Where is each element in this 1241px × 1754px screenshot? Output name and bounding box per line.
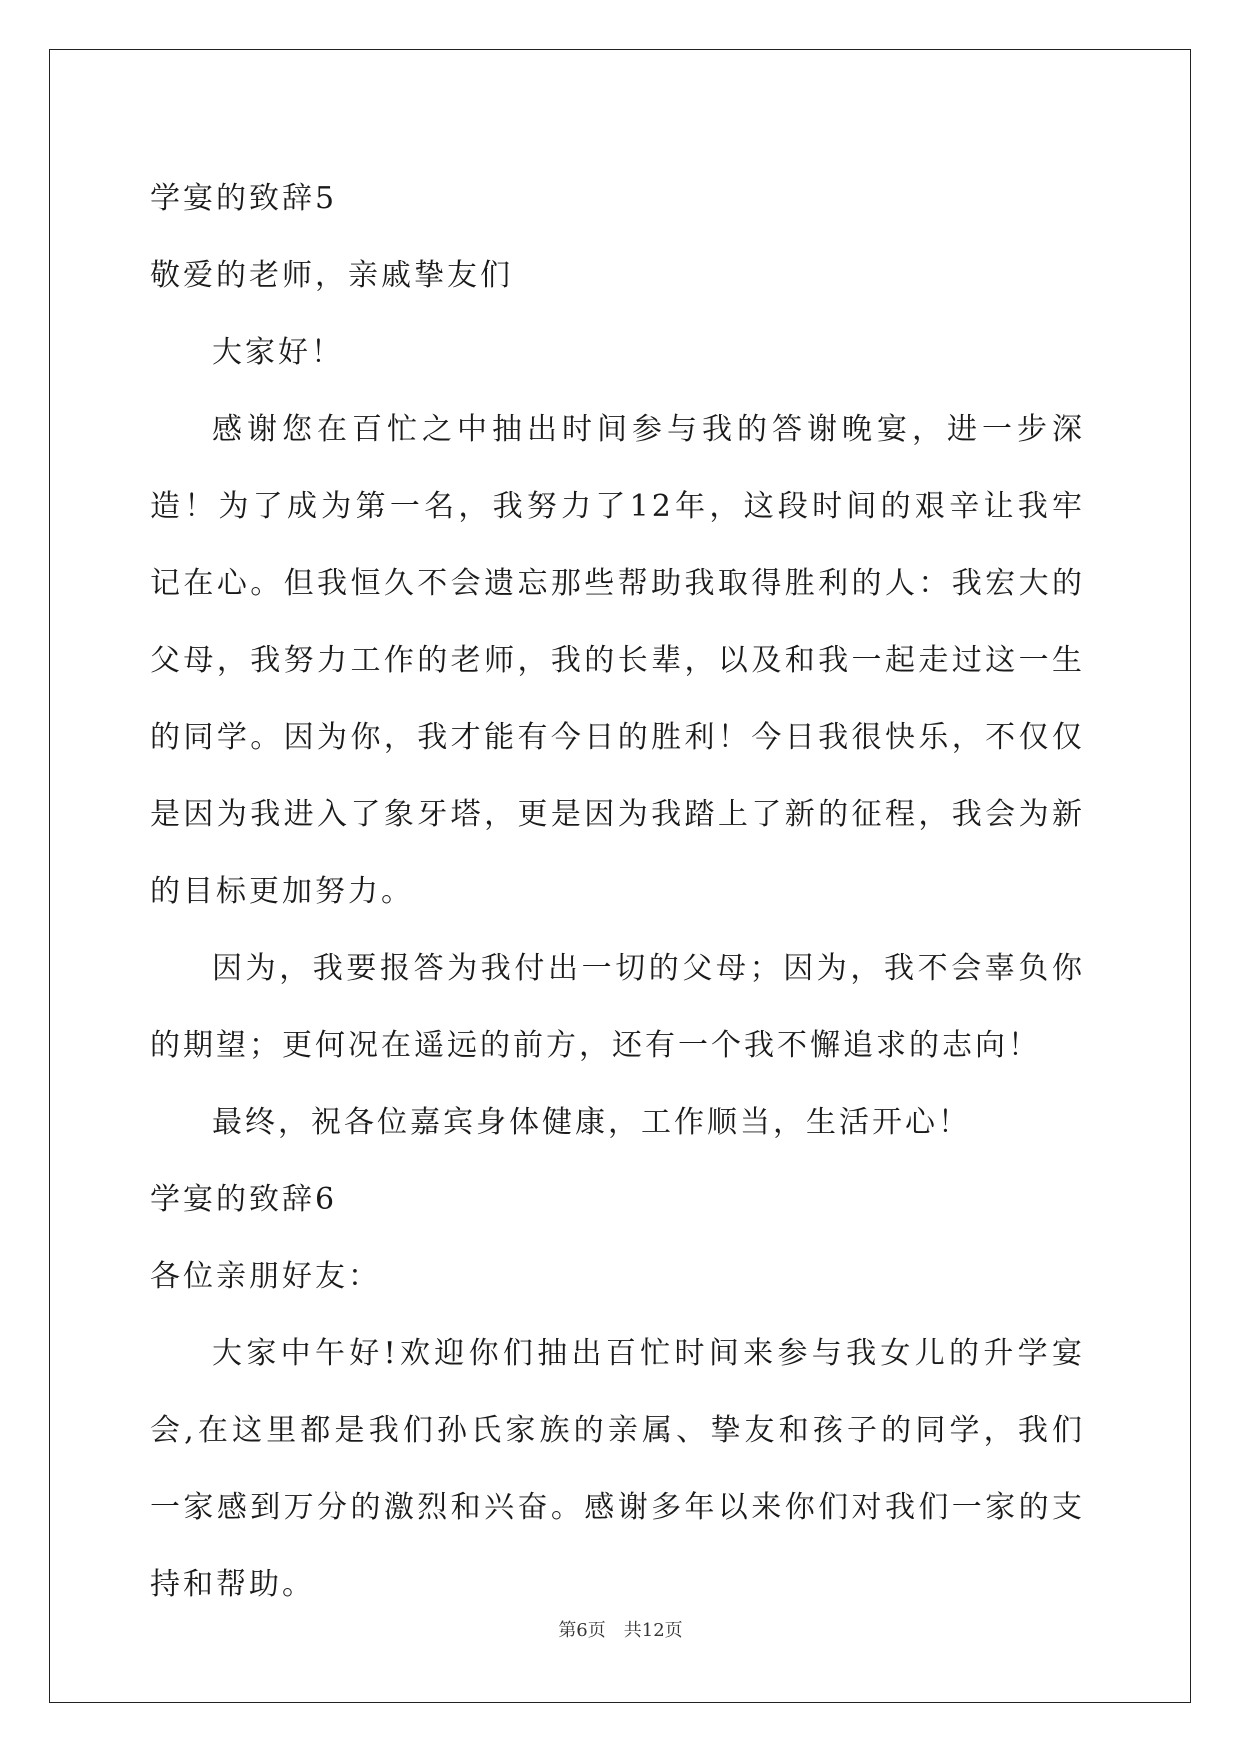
heading-speech-5: 学宴的致辞5 <box>150 181 338 216</box>
welcome-paragraph: 大家中午好!欢迎你们抽出百忙时间来参与我女儿的升学宴会,在这里都是我们孙氏家族的亲属、挚友和孩子的同学，我们一家感到万分的激烈和兴奋。感谢多年以来你们对我们一家的支持和帮助。 <box>150 1336 1085 1602</box>
greeting-paragraph: 大家好！ <box>212 335 344 370</box>
salutation-teachers: 敬爱的老师，亲戚挚友们 <box>150 258 513 293</box>
page-number-footer: 第6页 共12页 <box>558 1620 683 1641</box>
gratitude-paragraph: 因为，我要报答为我付出一切的父母；因为，我不会辜负你的期望；更何况在遥远的前方，还有一个我不懈追求的志向！ <box>150 951 1085 1063</box>
document-body <box>150 160 1085 1623</box>
salutation-friends: 各位亲朋好友： <box>150 1259 381 1294</box>
thanks-paragraph: 感谢您在百忙之中抽出时间参与我的答谢晚宴，进一步深造！为了成为第一名，我努力了12年，这段时间的艰辛让我牢记在心。但我恒久不会遗忘那些帮助我取得胜利的人：我宏大的父母，我努力工作的老师，我的长辈，以及和我一起走过这一生的同学。因为你，我才能有今日的胜利！今日我很快乐，不仅仅是因为我进入了象牙塔，更是因为我踏上了新的征程，我会为新的目标更加努力。 <box>150 412 1085 909</box>
heading-speech-6: 学宴的致辞6 <box>150 1182 338 1217</box>
closing-wishes-paragraph: 最终，祝各位嘉宾身体健康，工作顺当，生活开心！ <box>212 1105 971 1140</box>
